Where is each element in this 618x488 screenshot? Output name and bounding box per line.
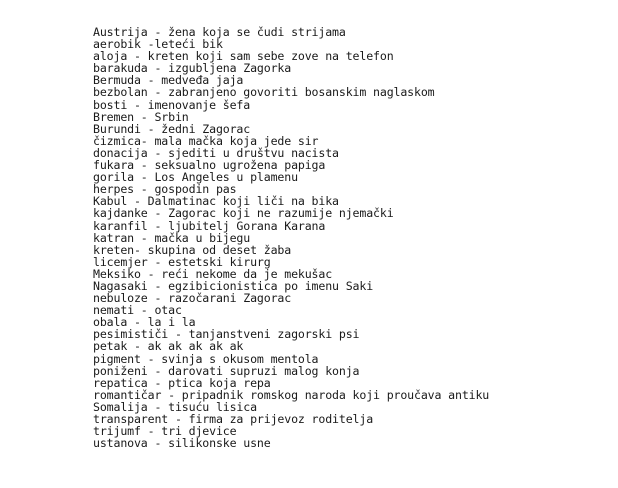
text-line: trijumf - tri djevice bbox=[93, 424, 237, 439]
text-line: nebuloze - razočarani Zagorac bbox=[93, 291, 292, 306]
text-line: pesimističi - tanjanstveni zagorski psi bbox=[93, 327, 360, 342]
text-line: pigment - svinja s okusom mentola bbox=[93, 351, 319, 366]
text-line: karanfil - ljubitelj Gorana Karana bbox=[93, 218, 326, 233]
text-line: Bremen - Srbin bbox=[93, 109, 189, 124]
text-line: aerobik -leteći bik bbox=[93, 37, 223, 52]
text-line: ustanova - silikonske usne bbox=[93, 436, 271, 451]
text-line: kajdanke - Zagorac koji ne razumije njemački bbox=[93, 206, 394, 221]
text-line: bezbolan - zabranjeno govoriti bosanskim naglaskom bbox=[93, 85, 435, 100]
text-line: Meksiko - reći nekome da je mekušac bbox=[93, 266, 333, 281]
text-line: čizmica- mala mačka koja jede sir bbox=[93, 133, 319, 148]
text-line: herpes - gospodin pas bbox=[93, 182, 237, 197]
text-line: kreten- skupina od deset žaba bbox=[93, 242, 292, 257]
text-line: Austrija - žena koja se čudi strijama bbox=[93, 25, 346, 39]
text-line: bosti - imenovanje šefa bbox=[93, 97, 251, 112]
text-line: Bermuda - medveđa jaja bbox=[93, 73, 244, 88]
text-line: barakuda - izgubljena Zagorka bbox=[93, 61, 292, 76]
text-line: repatica - ptica koja repa bbox=[93, 375, 271, 390]
text-line: Nagasaki - egzibicionistica po imenu Saki bbox=[93, 278, 374, 293]
text-line: fukara - seksualno ugrožena papiga bbox=[93, 158, 326, 173]
text-line: gorila - Los Angeles u plamenu bbox=[93, 170, 298, 185]
text-line: katran - mačka u bijegu bbox=[93, 230, 251, 245]
text-line: romantičar - pripadnik romskog naroda koji proučava antiku bbox=[93, 387, 490, 402]
text-line: aloja - kreten koji sam sebe zove na telefon bbox=[93, 49, 394, 64]
text-line: obala - la i la bbox=[93, 315, 196, 330]
text-line: poniženi - darovati supruzi malog konja bbox=[93, 363, 360, 378]
text-line: donacija - sjediti u društvu nacista bbox=[93, 145, 339, 160]
text-line: licemjer - estetski kirurg bbox=[93, 254, 271, 269]
text-line: petak - ak ak ak ak ak bbox=[93, 339, 244, 354]
text-line: Somalija - tisuću lisica bbox=[93, 399, 257, 414]
text-line: transparent - firma za prijevoz roditelja bbox=[93, 412, 374, 426]
joke-dictionary-text bbox=[93, 26, 613, 449]
text-line: Burundi - žedni Zagorac bbox=[93, 121, 251, 136]
text-line: Kabul - Dalmatinac koji liči na bika bbox=[93, 194, 339, 209]
text-line: nemati - otac bbox=[93, 303, 182, 318]
